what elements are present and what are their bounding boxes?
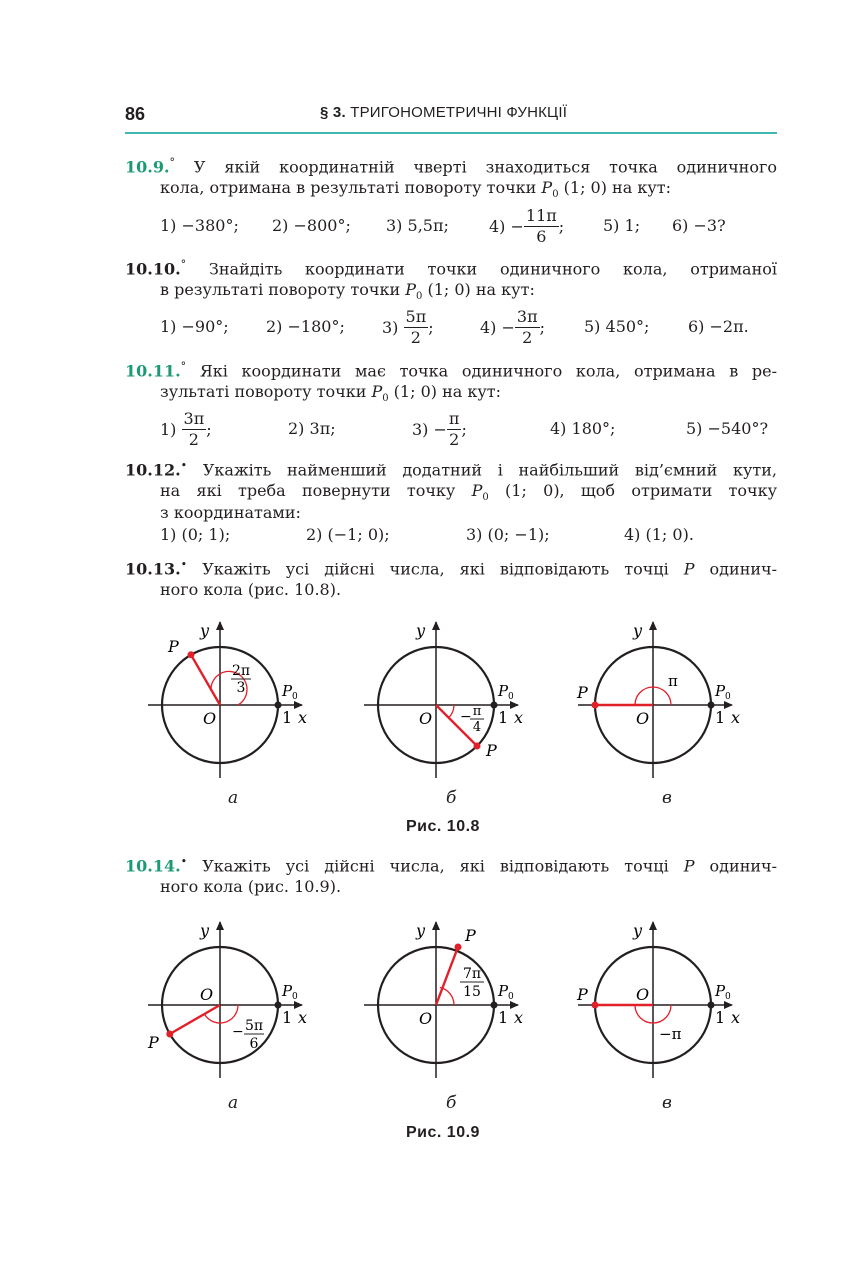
difficulty-marker: • [180,855,188,868]
unit-circle-a [147,921,307,1078]
point-label: P [577,985,588,1004]
difficulty-marker: ° [180,258,187,271]
answer-item: 2) 3π; [288,419,336,438]
answer-item: 4) (1; 0). [624,525,694,544]
one-label: 1 [282,708,293,727]
angle-numerator: 5π [244,1018,264,1034]
exercise-10-14-line1: 10.14.• Укажіть усі дійсні числа, які відповідають точці P одинич- [125,855,778,876]
difficulty-marker: • [180,558,188,571]
unit-circle-a [148,621,307,778]
angle-label: −π [659,1025,682,1043]
angle-label: π [668,672,678,690]
exercise-10-12-line2: на які треба повернути точку $P_0$ (1; 0), щоб отримати точку [160,481,777,504]
svg-text:0: 0 [508,692,514,702]
point-label: P [148,1033,159,1052]
unit-circle-b [364,921,523,1078]
exercise-10-11-line1 [125,357,777,381]
svg-text:0: 0 [725,992,731,1002]
var-p: P [405,280,417,299]
exercise-text: Укажіть найменший додатний і найбільший від’ємний кути, [202,460,777,480]
difficulty-marker: ° [180,360,187,373]
difficulty-marker: • [180,459,188,472]
var-p: P [471,481,483,500]
difficulty-marker: ° [169,156,176,169]
origin-label: O [636,709,650,728]
section-title [320,104,567,121]
subfigure-label: а [228,788,239,808]
figure-10-9 [140,918,780,1083]
one-label: 1 [498,1008,509,1027]
answer-item: 5) 1; [603,216,641,235]
svg-text:0: 0 [508,992,514,1002]
exercise-text: Які координати має точка одиничного кола, отримана в ре- [199,361,777,381]
figure-caption: Рис. 10.8 [406,818,480,835]
exercise-text: Знайдіть координати точки одиничного кола, отриманої [208,259,777,279]
angle-numerator: 2π [231,663,251,679]
exercise-number: 10.14. [125,856,181,876]
figure-10-8 [140,618,780,783]
x-axis-label: x [514,708,524,727]
exercise-10-11-line2: зультаті повороту точки $P_0$ (1; 0) на кут: [160,382,502,405]
var-p: P [541,178,553,197]
section-name: ТРИГОНОМЕТРИЧНІ ФУНКЦІЇ [350,104,568,121]
svg-text:0: 0 [292,692,298,702]
angle-denominator: 15 [463,984,481,1000]
one-label: 1 [282,1008,293,1027]
var-sub: 0 [552,189,559,201]
x-axis-label: x [298,1008,308,1027]
answer-item: 3) 5,5π; [386,216,449,235]
exercise-text: (1; 0) на кут: [558,178,671,197]
answer-item: 4) − $\frac{3\pi}{2}$ ; [480,307,546,347]
y-axis-label: y [416,621,426,640]
unit-circle-b [364,621,523,778]
x-axis-label: x [731,1008,741,1027]
angle-numerator: π [472,704,482,719]
exercise-10-12-line1 [125,456,777,480]
exercise-10-10-line1 [125,255,777,279]
exercise-10-14-line2: ного кола (рис. 10.9). [160,877,342,896]
page-header [125,98,777,134]
one-label: 1 [498,708,509,727]
exercise-10-13-line2: ного кола (рис. 10.8). [160,580,342,599]
angle-sign: − [232,1024,244,1040]
answer-item: 1) −90°; [160,317,229,336]
unit-circle-c [576,621,740,778]
origin-label: O [419,1009,433,1028]
exercise-10-9-line1 [125,153,777,177]
answer-item: 2) −180°; [266,317,345,336]
angle-denominator: 3 [236,680,246,696]
exercise-10-12-line3: з координатами: [160,503,301,522]
answer-item: 2) (−1; 0); [306,525,390,544]
origin-label: O [203,709,217,728]
unit-circle-c [576,921,740,1078]
section-prefix: § 3. [320,104,346,121]
answer-item: 4) 180°; [550,419,616,438]
answer-item: 5) −540°? [686,419,769,438]
x-axis-label: x [731,708,741,727]
svg-text:0: 0 [292,992,298,1002]
origin-label: O [200,985,214,1004]
p0-label: P [282,682,293,700]
answer-item: 6) −2π. [688,317,749,336]
answer-item: 4) − $\frac{11\pi}{6}$ ; [489,206,565,246]
y-axis-label: y [633,921,643,940]
exercise-number: 10.12. [125,460,181,480]
answer-item: 1) −380°; [160,216,239,235]
y-axis-label: y [416,921,426,940]
angle-denominator: 4 [472,720,482,735]
p0-label: P [498,982,509,1000]
angle-numerator: 7π [462,966,482,982]
exercise-number: 10.11. [125,361,181,381]
subfigure-label: б [446,788,457,808]
answer-item: 1) $\frac{3\pi}{2}$ ; [160,409,212,449]
answer-item: 2) −800°; [272,216,351,235]
one-label: 1 [715,1008,726,1027]
var-p: P [683,856,695,876]
exercise-number: 10.10. [125,259,181,279]
figure-caption: Рис. 10.9 [406,1124,480,1141]
one-label: 1 [715,708,726,727]
origin-label: O [636,985,650,1004]
angle-sign: − [460,709,472,725]
var-p: P [683,559,695,579]
exercise-text: кола, отримана в результаті повороту точки [160,178,542,197]
var-p: P [371,382,383,401]
p0-label: P [282,982,293,1000]
answer-item: 3) $\frac{5\pi}{2}$ ; [382,307,434,347]
subfigure-label: в [662,788,672,808]
p0-label: P [715,682,726,700]
answer-item: 5) 450°; [584,317,650,336]
answer-item: 1) (0; 1); [160,525,231,544]
origin-label: O [419,709,433,728]
answer-item: 6) −3? [672,216,726,235]
svg-text:0: 0 [725,692,731,702]
subfigure-label: а [228,1093,239,1113]
point-label: P [577,683,588,702]
p0-label: P [715,982,726,1000]
exercise-number: 10.13. [125,559,181,579]
exercise-10-9-line2 [160,178,671,205]
subfigure-label: в [662,1093,672,1113]
point-label: P [486,741,497,760]
point-label: P [465,926,476,945]
angle-denominator: 6 [249,1036,259,1052]
answer-item: 3) − $\frac{\pi}{2}$ ; [412,409,467,449]
y-axis-label: y [200,621,210,640]
subfigure-label: б [446,1093,457,1113]
exercise-number: 10.9. [125,157,170,177]
page-number: 86 [125,104,146,124]
y-axis-label: y [200,921,210,940]
y-axis-label: y [633,621,643,640]
exercise-text: У якій координатній чверті знаходиться точка одиничного [193,157,777,177]
p0-label: P [498,682,509,700]
exercise-10-13-line1: 10.13.• Укажіть усі дійсні числа, які відповідають точці P одинич- [125,558,778,579]
x-axis-label: x [514,1008,524,1027]
x-axis-label: x [298,708,308,727]
point-label: P [168,637,179,656]
exercise-10-10-line2: в результаті повороту точки $P_0$ (1; 0) на кут: [160,280,535,303]
answer-item: 3) (0; −1); [466,525,550,544]
